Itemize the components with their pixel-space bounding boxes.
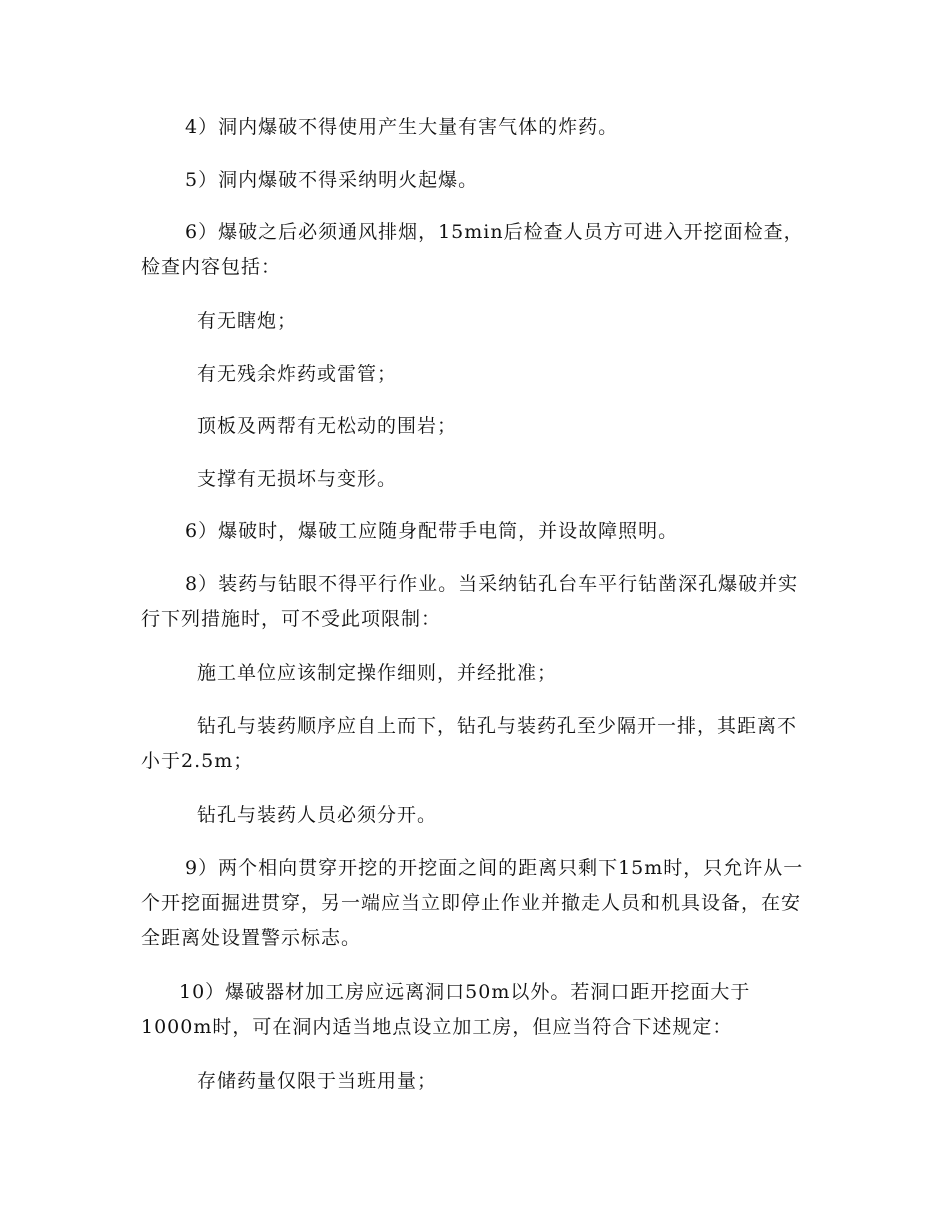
paragraph-rule-5: 5）洞内爆破不得采纳明火起爆。 [185, 169, 479, 191]
paragraph-check-item: 支撑有无损坏与变形。 [197, 468, 398, 490]
paragraph-check-item: 有无瞎炮； [197, 310, 298, 332]
paragraph-check-item: 顶板及两帮有无松动的围岩； [197, 415, 458, 437]
paragraph-condition-item: 钻孔与装药顺序应自上而下，钻孔与装药孔至少隔开一排，其距离不小于2.5m； [141, 715, 798, 772]
paragraph-condition-item: 钻孔与装药人员必须分开。 [197, 804, 438, 826]
paragraph-condition-item: 施工单位应该制定操作细则，并经批准； [197, 662, 558, 684]
paragraph-requirement-item: 存储药量仅限于当班用量； [197, 1070, 438, 1092]
paragraph-rule-9: 9）两个相向贯穿开挖的开挖面之间的距离只剩下15m时，只允许从一个开挖面掘进贯穿，另一端应当立即停止作业并撤走人员和机具设备，在安全距离处设置警示标志。 [141, 857, 804, 949]
paragraph-check-item: 有无残余炸药或雷管； [197, 363, 398, 385]
paragraph-rule-4: 4）洞内爆破不得使用产生大量有害气体的炸药。 [185, 116, 619, 138]
paragraph-rule-6b: 6）爆破时，爆破工应随身配带手电筒，并设故障照明。 [185, 520, 679, 542]
paragraph-rule-10: 10）爆破器材加工房应远离洞口50m以外。若洞口距开挖面大于1000m时，可在洞内适当地点设立加工房，但应当符合下述规定： [141, 981, 751, 1038]
paragraph-rule-6: 6）爆破之后必须通风排烟，15min后检查人员方可进入开挖面检查，检查内容包括： [141, 221, 804, 278]
paragraph-rule-8: 8）装药与钻眼不得平行作业。当采纳钻孔台车平行钻凿深孔爆破并实行下列措施时，可不受此项限制： [141, 573, 799, 630]
